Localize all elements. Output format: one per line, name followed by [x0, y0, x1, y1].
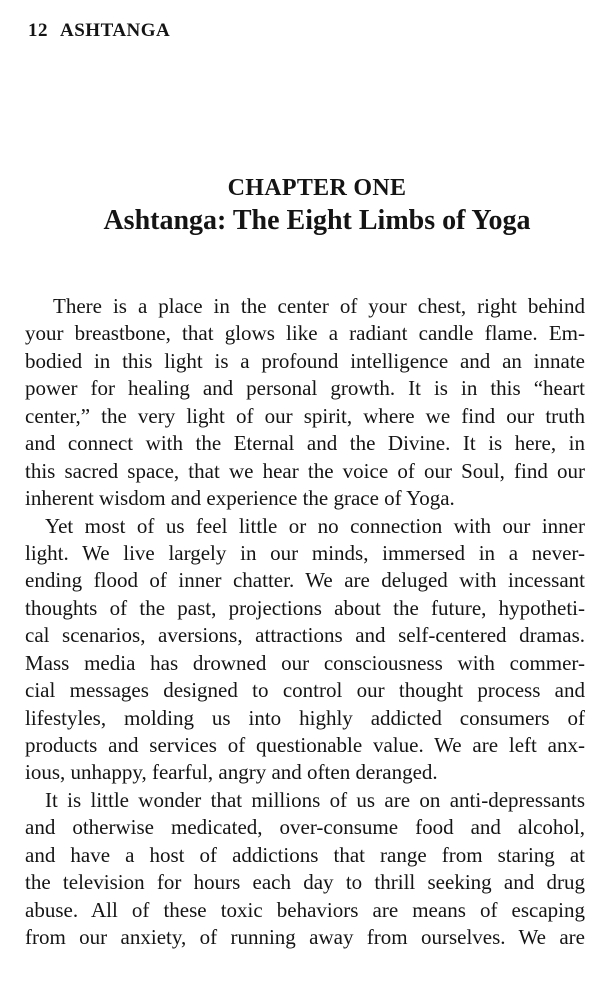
text-line: There is a place in the center of your chest, right behind: [53, 294, 585, 318]
text-line: power for healing and personal growth. It is in this “heart: [25, 376, 585, 401]
text-line: Yet most of us feel little or no connection with our inner: [45, 513, 585, 538]
text-line: the television for hours each day to thrill seeking and drug: [25, 870, 585, 895]
text-line: ious, unhappy, fearful, angry and often deranged.: [25, 760, 438, 785]
text-line: from our anxiety, of running away from ourselves. We are: [25, 925, 585, 950]
text-line: It is little wonder that millions of us are on anti-depressants: [45, 787, 585, 812]
text-line: cal scenarios, aversions, attractions and self-centered dramas.: [25, 623, 585, 648]
text-line: lifestyles, molding us into highly addicted consumers of: [25, 705, 585, 730]
page-number: 12: [28, 20, 48, 41]
text-line: light. We live largely in our minds, immersed in a never-: [25, 540, 585, 565]
running-header: [28, 20, 170, 42]
text-line: bodied in this light is a profound intelligence and an innate: [25, 348, 585, 373]
text-line: Mass media has drowned our consciousness with commer-: [25, 650, 585, 675]
text-line: this sacred space, that we hear the voice of our Soul, find our: [25, 458, 585, 483]
text-line: center,” the very light of our spirit, where we find our truth: [25, 403, 585, 428]
text-line: thoughts of the past, projections about the future, hypotheti-: [25, 595, 585, 620]
text-line: ending flood of inner chatter. We are deluged with incessant: [25, 568, 585, 593]
paragraph-3: [25, 787, 585, 952]
paragraph-2: [25, 513, 585, 787]
text-line: products and services of questionable value. We are left anx-: [25, 733, 585, 757]
text-line: and connect with the Eternal and the Divine. It is here, in: [25, 431, 585, 456]
text-line: and have a host of addictions that range from staring at: [25, 842, 585, 867]
running-title: ASHTANGA: [60, 20, 171, 41]
chapter-title: Ashtanga: The Eight Limbs of Yoga: [103, 205, 531, 236]
text-line: your breastbone, that glows like a radiant candle flame. Em-: [25, 321, 585, 346]
body-text: [25, 293, 585, 952]
text-line: inherent wisdom and experience the grace of Yoga.: [25, 486, 455, 511]
text-line: abuse. All of these toxic behaviors are means of escaping: [25, 897, 585, 922]
text-line: cial messages designed to control our thought process and: [25, 678, 585, 703]
paragraph-1: [25, 293, 585, 513]
chapter-label: CHAPTER ONE: [227, 175, 407, 201]
text-line: and otherwise medicated, over-consume food and alcohol,: [25, 815, 585, 840]
